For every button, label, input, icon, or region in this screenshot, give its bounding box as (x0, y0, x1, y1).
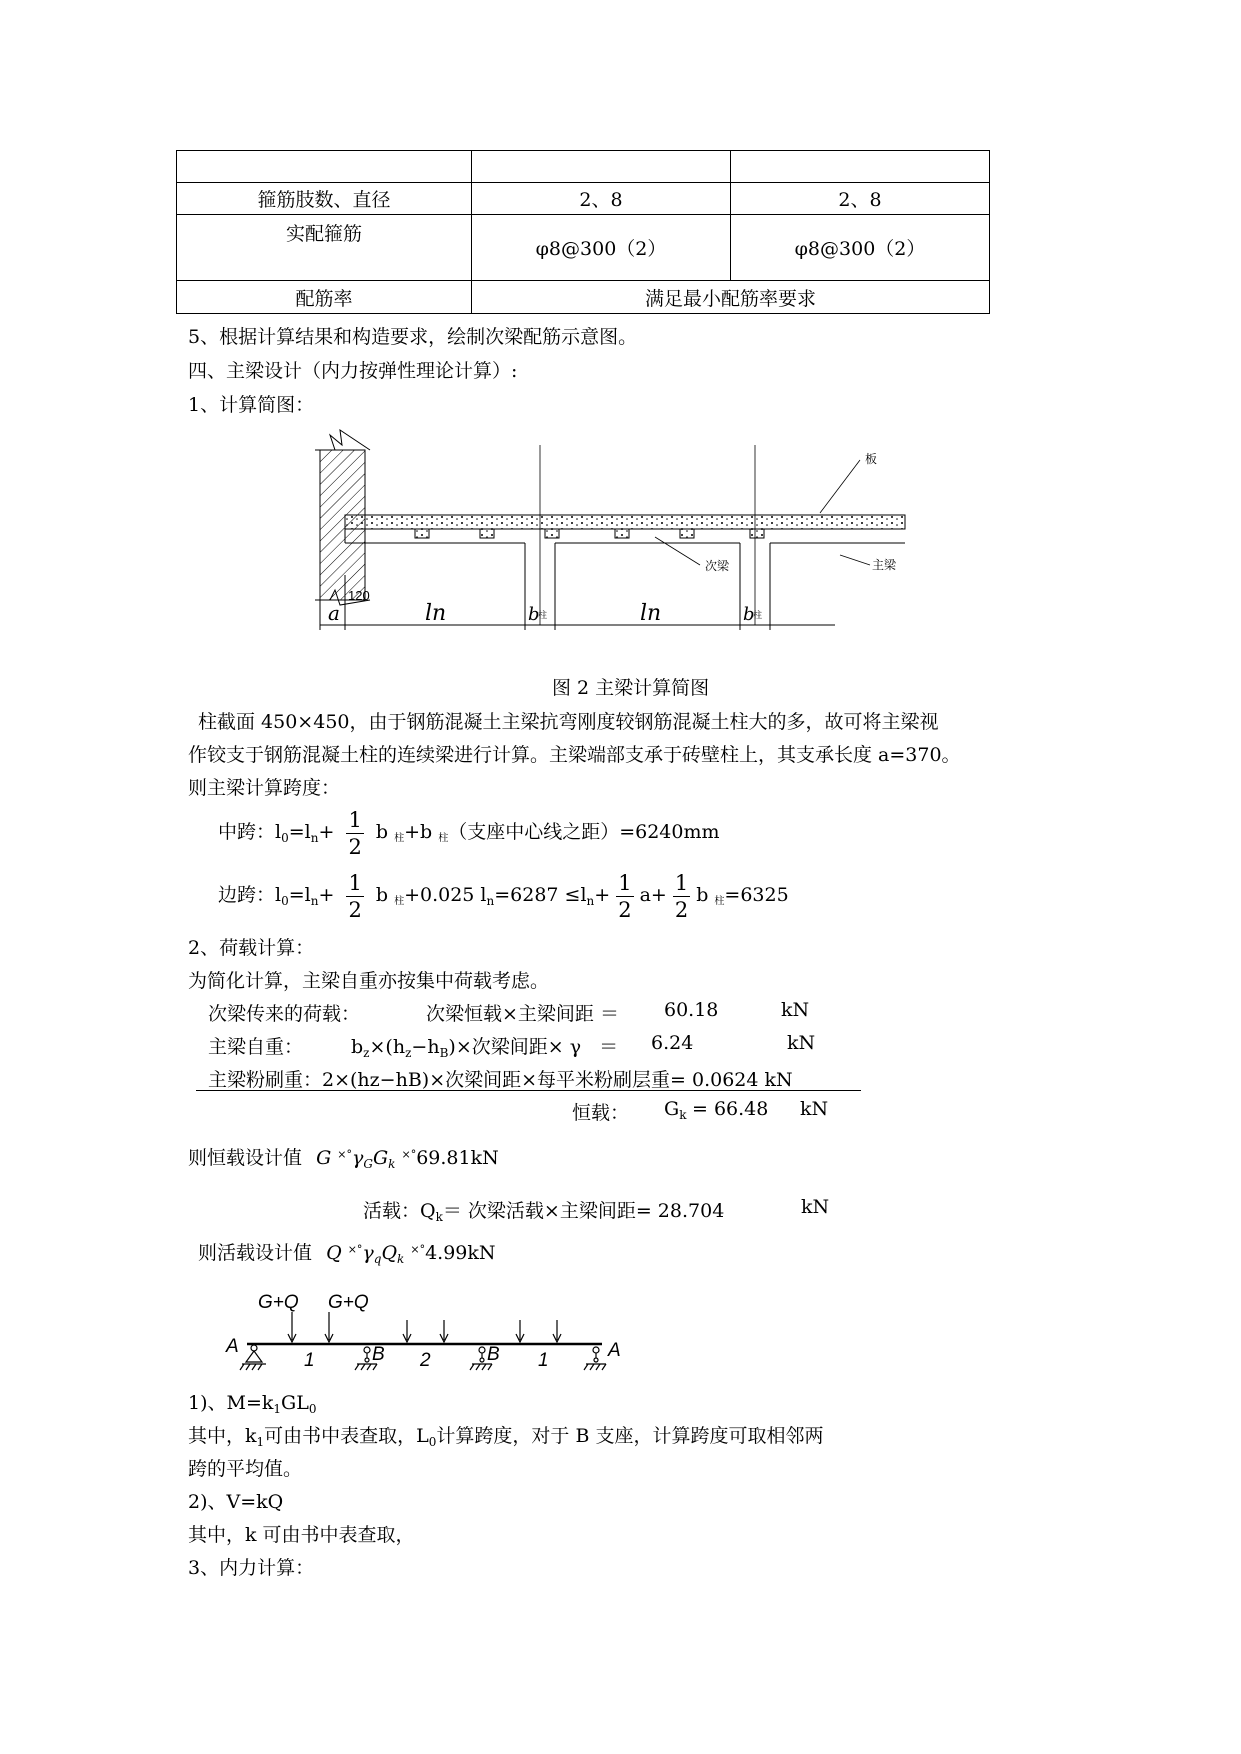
dead-load-total: 恒载： $G_k$ = 66.48 kN (572, 1098, 829, 1124)
pin-support-icon (240, 1345, 266, 1370)
sub-col: 柱 (714, 896, 725, 907)
paragraph: 则主梁计算跨度： (188, 777, 341, 799)
table-row (177, 281, 990, 314)
formula-label: 中跨： (218, 821, 276, 843)
load-expr: ＝ 次梁活载×主梁间距= 28.704 (442, 1200, 725, 1222)
paragraph: 其中，k 可由书中表查取， (188, 1524, 415, 1546)
roller-support-icon (584, 1347, 606, 1370)
section-heading: 四、主梁设计（内力按弹性理论计算）: (188, 360, 518, 382)
secondary-beam (415, 529, 429, 538)
subsection-heading: 3、内力计算： (188, 1557, 315, 1579)
label-main-beam: 主梁 (872, 558, 897, 572)
frac-den: 2 (348, 897, 362, 922)
formula-text: 1)、M=k (188, 1392, 274, 1414)
load-label: G+Q (328, 1292, 369, 1313)
load-label: 次梁传来的荷载： (208, 1003, 361, 1025)
dim-b: b (743, 604, 755, 625)
sub-col: 柱 (438, 833, 449, 844)
figure-caption: 图 2 主梁计算简图 (552, 677, 710, 699)
paragraph: 跨的平均值。 (188, 1458, 303, 1480)
table-cell (177, 151, 472, 183)
edge-span-formula: 边跨：$l_0=l_n+$ $\frac{1}{2}$ b 柱+0.025 $l_n=6287 \le l_n+$ $\frac{1}{2}$ a+ $\frac{1}{2}$ b 柱=6325 (218, 870, 789, 922)
formula-label: 边跨： (218, 884, 276, 906)
span-label: 1 (304, 1350, 315, 1371)
sub-col: 柱 (394, 896, 405, 907)
span-label: 2 (420, 1350, 431, 1371)
support-label: B (372, 1344, 385, 1365)
break-line-icon (315, 430, 370, 450)
support-label: A (608, 1340, 621, 1361)
live-design-line: 则活载设计值 Q $^{\times^\circ}\gamma_qQ_k$ ×°4.99kN (198, 1242, 496, 1266)
dead-design-line: 则恒载设计值 G $^{\times^\circ}\gamma_GG_k$ ×°69.81kN (188, 1147, 499, 1171)
table-cell: 实配箍筋 (177, 215, 472, 281)
formula-m: 1)、$M=k_1GL_0$ (188, 1392, 317, 1416)
load-label: 恒载： (572, 1102, 630, 1124)
support-label: A (226, 1336, 239, 1357)
continuous-beam-diagram (222, 1290, 632, 1380)
sum-rule (196, 1090, 861, 1091)
table-cell: φ8@300（2） (472, 215, 731, 281)
span-label: 1 (538, 1350, 549, 1371)
load-line: 主梁粉刷重：2×(hz−hB)×次梁间距×每平米粉刷层重= 0.0624 kN (208, 1069, 793, 1091)
table-cell: 箍筋肢数、直径 (177, 183, 472, 215)
frac-num: 1 (618, 870, 632, 895)
frac-den: 2 (618, 897, 632, 922)
formula-result: （支座中心线之距）=6240mm (448, 821, 720, 843)
slab (345, 515, 905, 529)
paragraph: 作铰支于钢筋混凝土柱的连续梁进行计算。主梁端部支承于砖壁柱上，其支承长度 a=370。 (188, 744, 961, 766)
label-slab: 板 (865, 452, 878, 466)
formula-part: +0.025 l (404, 884, 487, 906)
load-unit: kN (787, 1032, 816, 1054)
table-cell: 配筋率 (177, 281, 472, 314)
dim-b-sub: 柱 (538, 611, 548, 621)
table-row (177, 183, 990, 215)
load-unit: kN (800, 1098, 829, 1120)
table-cell: 满足最小配筋率要求 (472, 281, 990, 314)
load-expr: 次梁恒载×主梁间距 ＝ (426, 1003, 619, 1025)
dim-120: 120 (348, 588, 370, 603)
table-cell (472, 151, 731, 183)
load-unit: kN (781, 999, 810, 1021)
secondary-beam (750, 529, 764, 538)
dim-b: b (528, 604, 540, 625)
load-value: 69.81kN (416, 1147, 499, 1169)
table-cell: φ8@300（2） (731, 215, 990, 281)
frac-num: 1 (674, 870, 689, 895)
load-label: 活载： (363, 1200, 421, 1222)
support-label: B (487, 1344, 500, 1365)
load-value: = 66.48 (692, 1098, 769, 1120)
load-line: 主梁自重： $b_z\times(h_z-h_B)\times$次梁间距× γ ＝ 6.24 kN (208, 1032, 816, 1060)
load-unit: kN (801, 1196, 830, 1218)
frac-num: 1 (348, 807, 362, 832)
table-cell: 2、8 (731, 183, 990, 215)
live-load-line: 活载：$Q_k=$ 次梁活载×主梁间距= 28.704 kN (363, 1196, 830, 1224)
sub-col: 柱 (394, 833, 405, 844)
main-beam-diagram (300, 425, 930, 655)
frac-num: 1 (348, 870, 362, 895)
text-part: 其中，k (188, 1425, 257, 1447)
frac-den: 2 (674, 897, 689, 922)
table-cell: 2、8 (472, 183, 731, 215)
load-label: 则活载设计值 (198, 1242, 313, 1264)
mid-span-formula: 中跨：$l_0=l_n+$ $\frac{1}{2}$ b 柱+b 柱（支座中心线之距）=6240mm (218, 807, 720, 859)
formula-v: 2)、V=kQ (188, 1491, 284, 1513)
secondary-beam (480, 529, 494, 538)
dim-b-sub: 柱 (753, 611, 763, 621)
subsection-heading: 1、计算简图： (188, 394, 315, 416)
load-label: G+Q (258, 1292, 299, 1313)
paragraph: 柱截面 450×450，由于钢筋混凝土主梁抗弯刚度较钢筋混凝土柱大的多，故可将主梁视 (198, 711, 939, 733)
text-part: 可由书中表查取，L (264, 1425, 429, 1447)
table-row (177, 151, 990, 183)
dim-ln: ln (425, 601, 447, 626)
subsection-heading: 2、荷载计算： (188, 937, 315, 959)
load-value: 4.99kN (425, 1242, 496, 1264)
formula-part: =6287 ≤l (494, 884, 587, 906)
table-cell (731, 151, 990, 183)
load-line (208, 999, 810, 1026)
paragraph: 5、根据计算结果和构造要求，绘制次梁配筋示意图。 (188, 326, 638, 348)
secondary-beam (615, 529, 629, 538)
load-label: 则恒载设计值 (188, 1147, 303, 1169)
secondary-beam (680, 529, 694, 538)
dim-ln: ln (640, 601, 662, 626)
load-label: 主梁自重： (208, 1036, 304, 1058)
load-value: 6.24 (651, 1032, 694, 1054)
secondary-beam (545, 529, 559, 538)
stirrup-table (176, 150, 990, 314)
text-part: 计算跨度，对于 B 支座，计算跨度可取相邻两 (436, 1425, 824, 1447)
paragraph: 为简化计算，主梁自重亦按集中荷载考虑。 (188, 970, 550, 992)
label-secondary-beam: 次梁 (705, 559, 730, 573)
dim-a: a (328, 601, 340, 625)
load-value: 60.18 (664, 999, 719, 1021)
formula-result: =6325 (724, 884, 789, 906)
paragraph: 其中，$k_1$可由书中表查取，$L_0$计算跨度，对于 B 支座，计算跨度可取相邻两 (188, 1425, 824, 1449)
frac-den: 2 (348, 834, 362, 859)
table-row (177, 215, 990, 281)
